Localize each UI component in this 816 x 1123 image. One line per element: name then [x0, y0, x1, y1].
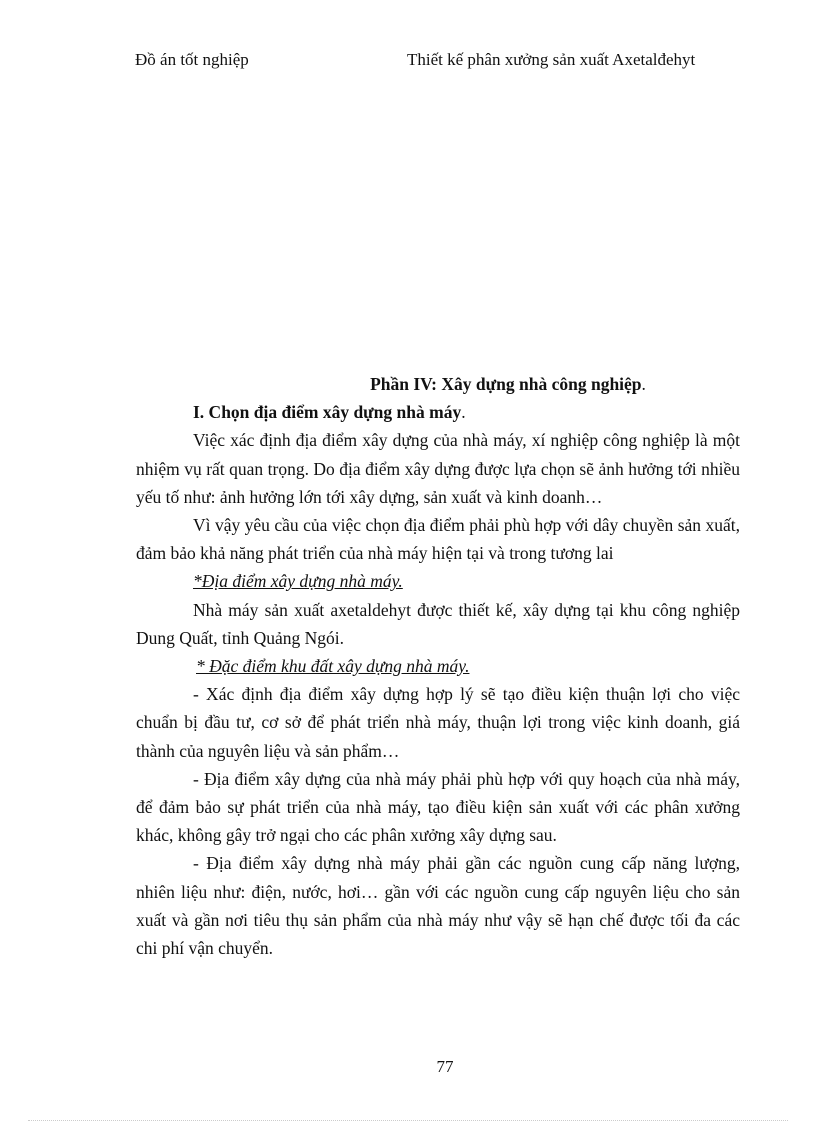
- paragraph-1: Việc xác định địa điểm xây dựng của nhà máy, xí nghiệp công nghiệp là một nhiệm vụ rất quan trọng. Do địa điểm xây dựng được lựa chọn sẽ ảnh hưởng tới nhiều yếu tố như: ảnh hưởng lớn tới xây dựng, sản xuất và kinh doanh…: [136, 430, 740, 507]
- section-heading: I. Chọn địa điểm xây dựng nhà máy.: [193, 402, 466, 423]
- page-number: 77: [436, 1057, 454, 1076]
- header-left-title: Đồ án tốt nghiệp: [135, 50, 249, 69]
- bullet-2: - Địa điểm xây dựng của nhà máy phải phù hợp với quy hoạch của nhà máy, để đảm bảo sự phát triển của nhà máy, tạo điều kiện sản xuất với các phân xưởng khác, không gây trở ngại cho các phân xưởng xây dựng sau.: [136, 768, 740, 846]
- sub-heading-location: *Địa điểm xây dựng nhà máy.: [193, 571, 403, 592]
- location-paragraph: Nhà máy sản xuất axetaldehyt được thiết kế, xây dựng tại khu công nghiệp Dung Quất, tỉnh Quảng Ngói.: [136, 599, 740, 648]
- bullet-1: - Xác định địa điểm xây dựng hợp lý sẽ tạo điều kiện thuận lợi cho việc chuẩn bị đầu tư, cơ sở để phát triển nhà máy, thuận lợi trong việc kinh doanh, giá thành của nguyên liệu và sản phẩm…: [136, 684, 740, 761]
- section-heading-text: I. Chọn địa điểm xây dựng nhà máy: [193, 402, 462, 423]
- header-right-title: Thiết kế phân xưởng sản xuất Axetalđehyt: [407, 50, 696, 69]
- bullet-3: - Địa điểm xây dựng nhà máy phải gần các nguồn cung cấp năng lượng, nhiên liệu như: điện, nước, hơi… gần với các nguồn cung cấp nguyên liệu cho sản xuất và gần nơi tiêu thụ sản phẩm của nhà máy như vậy sẽ hạn chế được tối đa các chi phí vận chuyển.: [136, 853, 740, 959]
- document-body: [136, 370, 740, 962]
- part-title-text: Phần IV: Xây dựng nhà công nghiệp: [370, 374, 642, 394]
- sub-heading-site-features: * Đặc điểm khu đất xây dựng nhà máy.: [196, 656, 470, 677]
- footer-divider: [28, 1120, 788, 1121]
- paragraph-2: Vì vậy yêu cầu của việc chọn địa điểm phải phù hợp với dây chuyền sản xuất, đảm bảo khả năng phát triển của nhà máy hiện tại và trong tương lai: [136, 515, 740, 564]
- part-title: Phần IV: Xây dựng nhà công nghiệp.: [370, 374, 646, 394]
